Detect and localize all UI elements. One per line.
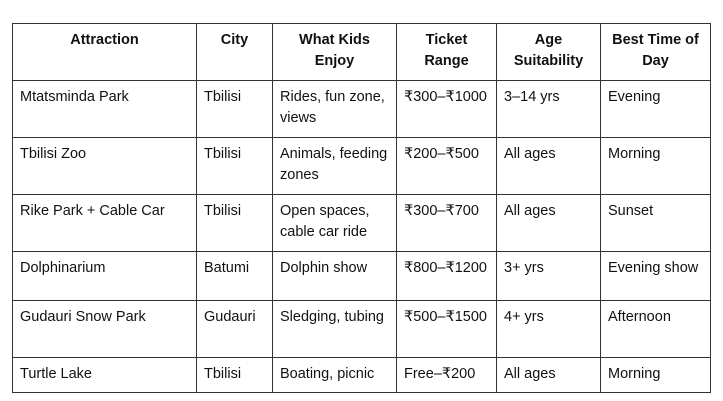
cell-age-suitability: 3+ yrs xyxy=(497,252,601,301)
cell-attraction: Rike Park + Cable Car xyxy=(13,195,197,252)
cell-attraction: Mtatsminda Park xyxy=(13,81,197,138)
table-header-row xyxy=(13,24,711,81)
cell-what-kids-enjoy: Sledging, tubing xyxy=(273,301,397,358)
table-row xyxy=(13,81,711,138)
cell-city: Tbilisi xyxy=(197,81,273,138)
attractions-table-container xyxy=(12,23,711,393)
cell-best-time: Evening xyxy=(601,81,711,138)
header-attraction: Attraction xyxy=(13,24,197,81)
cell-city: Gudauri xyxy=(197,301,273,358)
cell-ticket-range: Free–₹200 xyxy=(397,358,497,393)
table-row xyxy=(13,195,711,252)
cell-best-time: Morning xyxy=(601,358,711,393)
cell-city: Tbilisi xyxy=(197,138,273,195)
attractions-table xyxy=(12,23,711,393)
cell-best-time: Sunset xyxy=(601,195,711,252)
cell-best-time: Morning xyxy=(601,138,711,195)
cell-age-suitability: 3–14 yrs xyxy=(497,81,601,138)
cell-ticket-range: ₹500–₹1500 xyxy=(397,301,497,358)
header-city: City xyxy=(197,24,273,81)
cell-attraction: Gudauri Snow Park xyxy=(13,301,197,358)
cell-what-kids-enjoy: Dolphin show xyxy=(273,252,397,301)
header-age-suitability: Age Suitability xyxy=(497,24,601,81)
header-ticket-range: Ticket Range xyxy=(397,24,497,81)
cell-best-time: Afternoon xyxy=(601,301,711,358)
header-what-kids-enjoy: What Kids Enjoy xyxy=(273,24,397,81)
cell-ticket-range: ₹200–₹500 xyxy=(397,138,497,195)
table-row xyxy=(13,252,711,301)
cell-attraction: Dolphinarium xyxy=(13,252,197,301)
cell-what-kids-enjoy: Boating, picnic xyxy=(273,358,397,393)
table-row xyxy=(13,138,711,195)
cell-age-suitability: 4+ yrs xyxy=(497,301,601,358)
cell-what-kids-enjoy: Open spaces, cable car ride xyxy=(273,195,397,252)
cell-what-kids-enjoy: Animals, feeding zones xyxy=(273,138,397,195)
cell-city: Tbilisi xyxy=(197,195,273,252)
cell-best-time: Evening show xyxy=(601,252,711,301)
table-row xyxy=(13,301,711,358)
cell-city: Batumi xyxy=(197,252,273,301)
cell-what-kids-enjoy: Rides, fun zone, views xyxy=(273,81,397,138)
table-row xyxy=(13,358,711,393)
cell-age-suitability: All ages xyxy=(497,195,601,252)
header-best-time: Best Time of Day xyxy=(601,24,711,81)
cell-attraction: Turtle Lake xyxy=(13,358,197,393)
cell-city: Tbilisi xyxy=(197,358,273,393)
cell-attraction: Tbilisi Zoo xyxy=(13,138,197,195)
cell-age-suitability: All ages xyxy=(497,358,601,393)
cell-age-suitability: All ages xyxy=(497,138,601,195)
cell-ticket-range: ₹300–₹1000 xyxy=(397,81,497,138)
cell-ticket-range: ₹800–₹1200 xyxy=(397,252,497,301)
cell-ticket-range: ₹300–₹700 xyxy=(397,195,497,252)
